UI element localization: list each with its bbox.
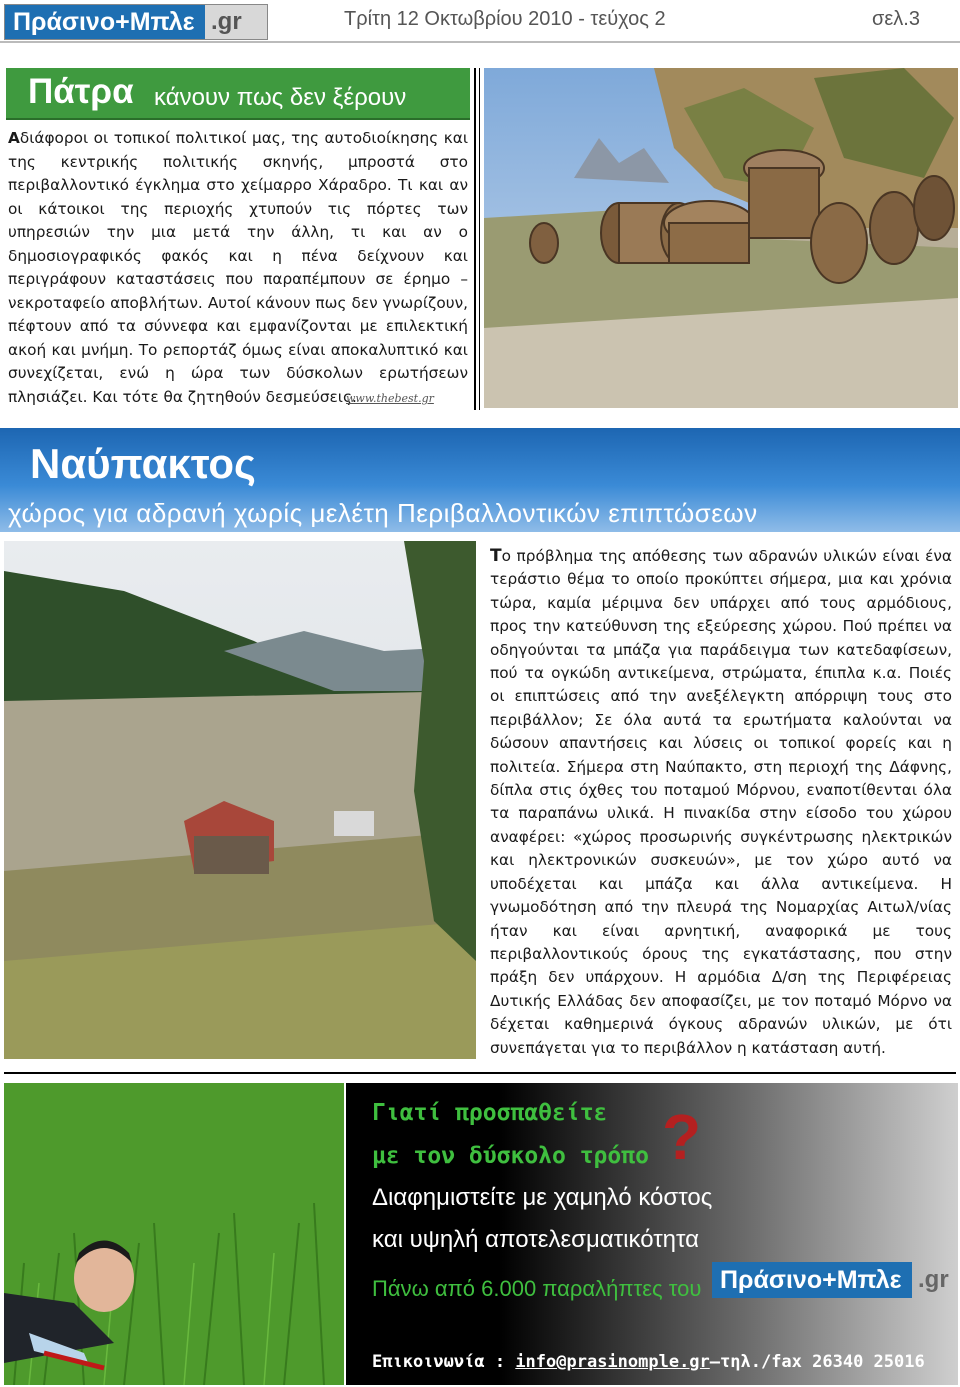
- page-number: σελ.3: [872, 8, 920, 30]
- patra-source-link[interactable]: www.thebest.gr: [346, 392, 434, 405]
- ad-contact-line: [372, 1352, 925, 1372]
- ad-logo-tld-text: .gr: [918, 1266, 949, 1293]
- ad-line-3: Διαφημιστείτε με χαμηλό κόστος: [372, 1184, 713, 1211]
- ad-line-5: Πάνω από 6.000 παραλήπτες του: [372, 1276, 702, 1301]
- nafpaktos-body-text: ο πρόβλημα της απόθεσης των αδρανών υλικών είναι ένα τεράστιο θέμα το οποίο προκύπτει σήμερα, μια και χρόνια τώρα, καμία μέριμνα δεν υπάρχει από τους αρμόδιους, προς την κατεύθυνση της εξεύρεσης χώρου. Πού πρέπει να οδηγούνται τα μπάζα για παράδειγμα των κατεδαφίσεων, πού τα ογκώδη αντικείμενα, στρώματα, έπιπλα κ.α. Ποιές οι επιπτώσεις από την ανεξέλεγκτη απόρριψη τους στο περιβάλλον; Σε όλα αυτά τα ερωτήματα καλούνται να δώσουν απαντήσεις και λύσεις οι τοπικοί φορείς και η πολιτεία. Σήμερα στη Ναύπακτο, στη περιοχή της Δάφνης, δίπλα στις όχθες του ποταμού Μόρνου, εναποτίθενται όλα τα παραπάνω υλικά. Η πινακίδα στην είσοδο του χώρου αναφέρει: «χώρος προσωρινής συγκέντρωσης ηλεκτρικών και ηλεκτρονικών συσκευών», με τον χώρο αυτό να υποδέχεται και μπάζα και άλλα αντικείμενα. Η γνωμοδότηση από την πλευρά της Νομαρχίας Αιτωλ/νίας ήταν και είναι αρνητική, αναφορικά με τους περιβαλλοντικούς όρους της εγκατάστασης, που στην πράξη δεν υπάρχουν. Η αρμόδια Δ/ση της Περιφέρειας Δυτικής Ελλάδας δεν αποφασίζει, με τον ποταμό Μόρνο να δέχεται καθημερινά όγκους αδρανών υλικών, με ότι συνεπάγεται για το περιβάλλον η κατάσταση αυτή.: [490, 547, 952, 1057]
- section-divider: [4, 1072, 956, 1074]
- nafpaktos-drop-letter: Τ: [490, 546, 502, 566]
- header-divider: [0, 41, 960, 43]
- ad-logo-main-text: Πράσινο+Μπλε: [712, 1262, 912, 1298]
- ad-line-4: και υψηλή αποτελεσματικότητα: [372, 1226, 700, 1253]
- patra-subtitle: κάνουν πως δεν ξέρουν: [154, 84, 407, 111]
- column-divider: [474, 68, 476, 410]
- ad-contact-label: Επικοινωνία :: [372, 1352, 506, 1372]
- patra-title-bar: [6, 68, 470, 118]
- ad-logo: [712, 1262, 956, 1298]
- nafpaktos-subtitle: χώρος για αδρανή χωρίς μελέτη Περιβαλλοντικών επιπτώσεων: [8, 498, 758, 528]
- patra-photo-cable-reels: [484, 68, 958, 408]
- ad-photo-man-in-grass: [4, 1083, 344, 1385]
- ad-contact-email-link[interactable]: info@prasinomple.gr: [515, 1352, 710, 1372]
- column-divider-thin: [479, 68, 480, 410]
- nafpaktos-photo-riverbed: [4, 541, 476, 1059]
- issue-line: Τρίτη 12 Οκτωβρίου 2010 - τεύχος 2: [344, 8, 666, 30]
- header-logo: [4, 4, 268, 40]
- logo-tld-text: .gr: [205, 5, 267, 39]
- patra-drop-letter: Α: [8, 129, 20, 147]
- patra-title: Πάτρα: [28, 72, 134, 111]
- ad-contact-phone: —τηλ./fax 26340 25016: [709, 1352, 925, 1372]
- nafpaktos-article-body: [490, 545, 952, 1060]
- ad-line-1: Γιατί προσπαθείτε: [372, 1100, 608, 1126]
- nafpaktos-title: Ναύπακτος: [30, 440, 256, 487]
- patra-body-text: διάφοροι οι τοπικοί πολιτικοί μας, της αυτοδιοίκησης και της κεντρικής πολιτικής σκηνής, μπροστά στο περιβαλλοντικό έγκλημα στο χείμαρρο Χάραδρο. Τι και αν οι κάτοικοι της περιοχής χτυπούν τις πόρτες των υπηρεσιών την μια μετά την άλλη, τι και αν ο δημοσιογραφικός φακός και η πένα δείχνουν και περιγράφουν καταστάσεις που παραπέμπουν σε έρημο – νεκροταφείο αποβλήτων. Αυτοί κάνουν πως δεν γνωρίζουν, πέφτουν από τα σύννεφα και εμφανίζονται με επιλεκτική ακοή και μνήμη. Το ρεπορτάζ όμως είναι αποκαλυπτικό και συνεχίζεται, ενώ η ώρα των δύσκολων ερωτήσεων πλησιάζει. Και τότε θα ζητηθούν δεσμεύσεις.: [8, 129, 468, 406]
- patra-article-body: [8, 127, 468, 409]
- ad-question-mark: ?: [662, 1101, 702, 1173]
- ad-line-2: με τον δύσκολο τρόπο: [372, 1143, 649, 1169]
- logo-main-text: Πράσινο+Μπλε: [5, 5, 205, 39]
